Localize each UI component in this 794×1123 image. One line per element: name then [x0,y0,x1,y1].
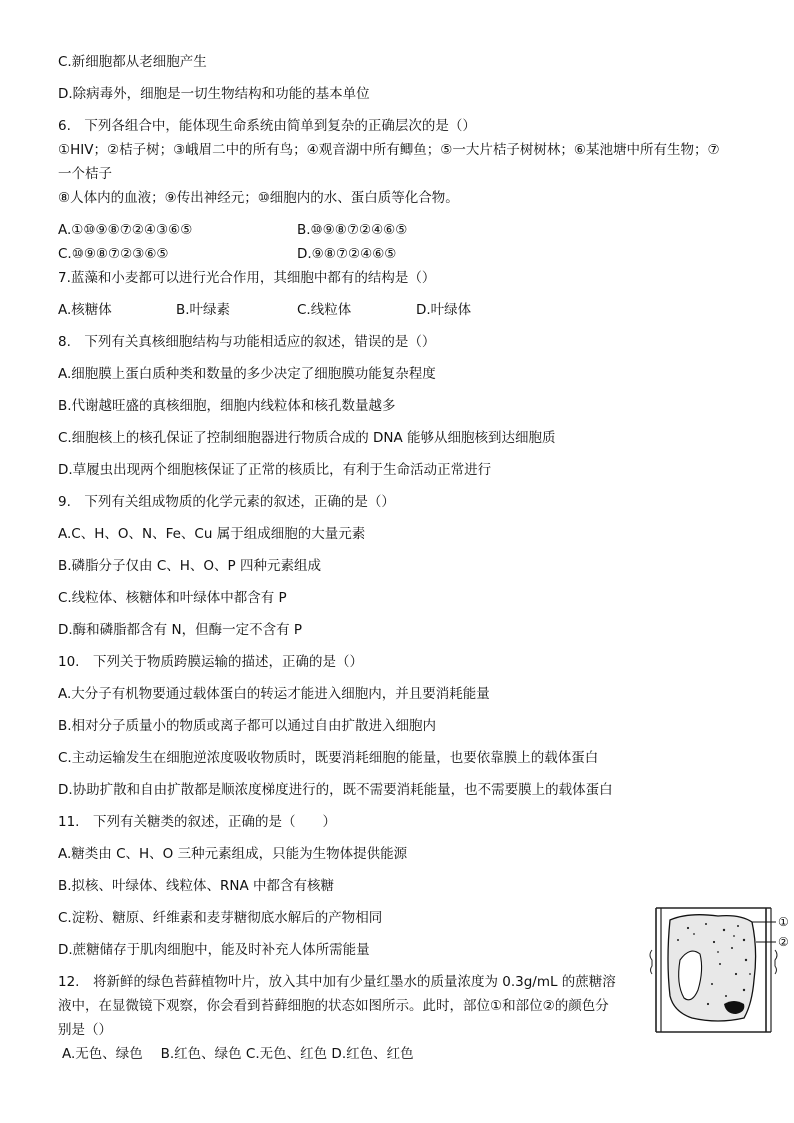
question-8-stem: 8. 下列有关真核细胞结构与功能相适应的叙述，错误的是（） [58,334,436,350]
figure-label-1: ① [778,915,789,929]
question-11-option-d: D.蔗糖储存于肌肉细胞中，能及时补充人体所需能量 [58,942,370,958]
question-7-option-a: A.核糖体 [58,302,112,318]
question-6-option-c: C.⑩⑨⑧⑦②③⑥⑤ [58,246,169,262]
option-line: D.除病毒外，细胞是一切生物结构和功能的基本单位 [58,86,370,102]
question-12-stem: 12. 将新鲜的绿色苔藓植物叶片，放入其中加有少量红墨水的质量浓度为 0.3g/mL 的蔗糖溶 [58,974,616,990]
question-12-stem-cont: 液中，在显微镜下观察，你会看到苔藓细胞的状态如图所示。此时，部位①和部位②的颜色分 [58,998,609,1014]
question-6-items-cont: 一个桔子 [58,166,112,182]
question-10-option-d: D.协助扩散和自由扩散都是顺浓度梯度进行的，既不需要消耗能量，也不需要膜上的载体蛋白 [58,782,613,798]
question-10-option-b: B.相对分子质量小的物质或离子都可以通过自由扩散进入细胞内 [58,718,437,734]
question-6-items: ①HIV；②桔子树；③峨眉二中的所有鸟；④观音湖中所有鲫鱼；⑤一大片桔子树树林；⑥某池塘中所有生物；⑦ [58,142,720,158]
question-11-option-c: C.淀粉、糖原、纤维素和麦芽糖彻底水解后的产物相同 [58,910,383,926]
option-line: C.新细胞都从老细胞产生 [58,54,207,70]
question-6-items-cont2: ⑧人体内的血液；⑨传出神经元；⑩细胞内的水、蛋白质等化合物。 [58,190,459,206]
question-9-option-c: C.线粒体、核糖体和叶绿体中都含有 P [58,590,287,606]
question-9-option-a: A.C、H、O、N、Fe、Cu 属于组成细胞的大量元素 [58,526,366,542]
question-8-option-c: C.细胞核上的核孔保证了控制细胞器进行物质合成的 DNA 能够从细胞核到达细胞质 [58,430,556,446]
question-11-option-b: B.拟核、叶绿体、线粒体、RNA 中都含有核糖 [58,878,335,894]
question-12-stem-cont2: 别是（） [58,1022,112,1038]
question-8-option-d: D.草履虫出现两个细胞核保证了正常的核质比，有利于生命活动正常进行 [58,462,492,478]
question-6-stem: 6. 下列各组合中，能体现生命系统由简单到复杂的正确层次的是（） [58,118,476,134]
question-7-stem: 7.蓝藻和小麦都可以进行光合作用，其细胞中都有的结构是（） [58,270,436,286]
question-10-option-c: C.主动运输发生在细胞逆浓度吸收物质时，既要消耗细胞的能量，也要依靠膜上的载体蛋白 [58,750,599,766]
question-8-option-a: A.细胞膜上蛋白质种类和数量的多少决定了细胞膜功能复杂程度 [58,366,436,382]
question-11-stem: 11. 下列有关糖类的叙述，正确的是（ ） [58,814,336,830]
question-10-stem: 10. 下列关于物质跨膜运输的描述，正确的是（） [58,654,363,670]
question-12-options: A.无色、绿色 B.红色、绿色 C.无色、红色 D.红色、红色 [62,1046,414,1062]
question-7-option-b: B.叶绿素 [176,302,231,318]
question-7-option-d: D.叶绿体 [416,302,472,318]
question-8-option-b: B.代谢越旺盛的真核细胞，细胞内线粒体和核孔数量越多 [58,398,396,414]
moss-cell-figure [648,900,794,1040]
question-11-option-a: A.糖类由 C、H、O 三种元素组成，只能为生物体提供能源 [58,846,408,862]
question-9-option-b: B.磷脂分子仅由 C、H、O、P 四种元素组成 [58,558,321,574]
question-9-stem: 9. 下列有关组成物质的化学元素的叙述，正确的是（） [58,494,395,510]
question-9-option-d: D.酶和磷脂都含有 N，但酶一定不含有 P [58,622,303,638]
question-6-option-b: B.⑩⑨⑧⑦②④⑥⑤ [297,222,408,238]
question-10-option-a: A.大分子有机物要通过载体蛋白的转运才能进入细胞内，并且要消耗能量 [58,686,490,702]
question-6-option-d: D.⑨⑧⑦②④⑥⑤ [297,246,397,262]
figure-label-2: ② [778,935,789,949]
question-6-option-a: A.①⑩⑨⑧⑦②④③⑥⑤ [58,222,193,238]
question-7-option-c: C.线粒体 [297,302,352,318]
